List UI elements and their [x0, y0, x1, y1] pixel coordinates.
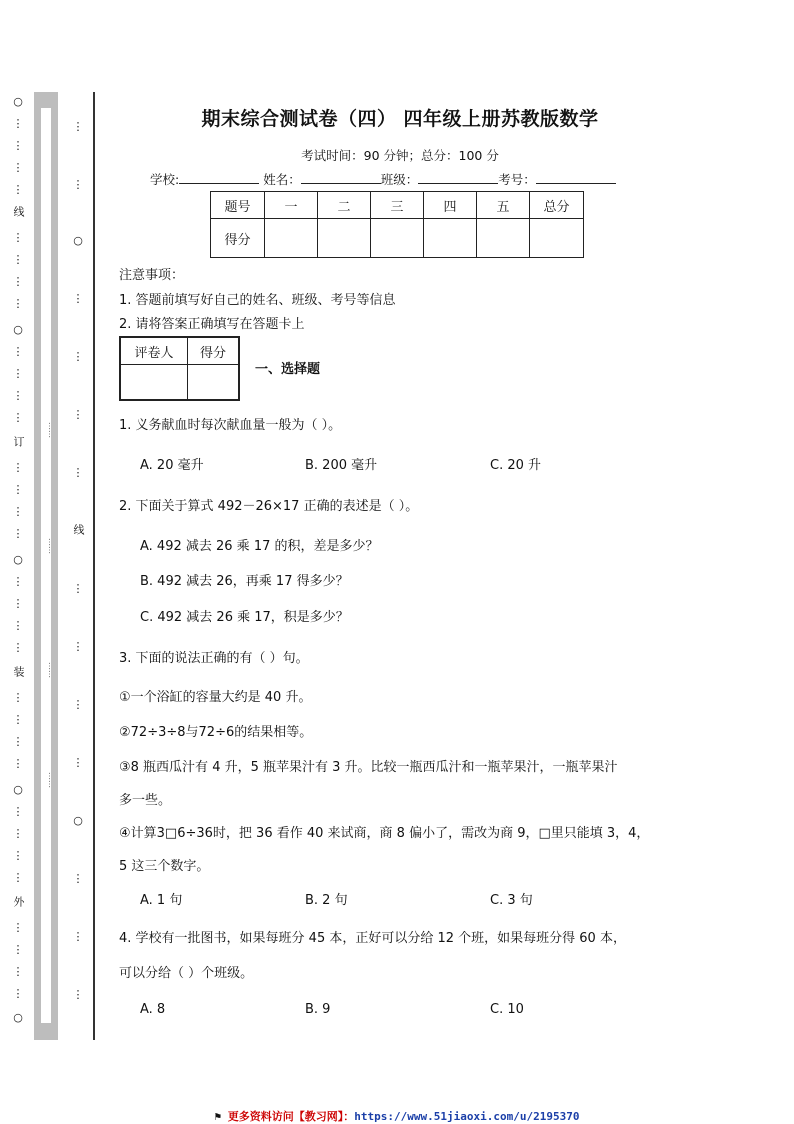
binding-tick: ⋯⋯	[45, 662, 54, 678]
margin-label-line: 线	[12, 206, 25, 217]
score-header-cell: 三	[371, 192, 424, 219]
circle-icon: ○	[13, 323, 23, 336]
q3-option-c[interactable]: C. 3 句	[490, 893, 533, 908]
score-table	[210, 191, 584, 258]
circle-icon: ○	[73, 234, 83, 247]
student-info-line	[150, 170, 616, 188]
dots-icon: ⋮	[12, 231, 24, 244]
school-field[interactable]	[179, 171, 259, 184]
score-cell[interactable]	[265, 219, 318, 258]
dots-icon: ⋮	[12, 183, 24, 196]
dots-icon: ⋮	[72, 408, 84, 421]
class-label: 班级：	[380, 172, 419, 187]
dots-icon: ⋮	[12, 735, 24, 748]
dots-icon: ⋮	[72, 350, 84, 363]
margin-label-line-inner: 线	[72, 524, 85, 535]
question-1: 1. 义务献血时每次献血量一般为（ ）。	[119, 418, 342, 433]
dots-icon: ⋮	[12, 505, 24, 518]
dots-icon: ⋮	[72, 930, 84, 943]
q3-statement: ③8 瓶西瓜汁有 4 升，5 瓶苹果汁有 3 升。比较一瓶西瓜汁和一瓶苹果汁，一瓶苹果汁	[119, 760, 618, 775]
number-field[interactable]	[536, 171, 616, 184]
footer-site: 【教习网】	[293, 1110, 344, 1123]
dots-icon: ⋮	[12, 871, 24, 884]
dots-icon: ⋮	[12, 641, 24, 654]
q3-statement: ①一个浴缸的容量大约是 40 升。	[119, 690, 312, 705]
dots-icon: ⋮	[12, 943, 24, 956]
grader-table	[119, 336, 240, 401]
footer-colon: ：	[343, 1110, 355, 1123]
dots-icon: ⋮	[72, 698, 84, 711]
dots-icon: ⋮	[12, 965, 24, 978]
grader-score-cell[interactable]	[188, 365, 240, 401]
circle-icon: ○	[13, 783, 23, 796]
circle-icon: ○	[13, 95, 23, 108]
q2-option-c[interactable]: C. 492 减去 26 乘 17，积是多少？	[140, 610, 349, 625]
q1-option-b[interactable]: B. 200 毫升	[305, 458, 378, 473]
dots-icon: ⋮	[72, 988, 84, 1001]
dots-icon: ⋮	[72, 872, 84, 885]
score-header-cell: 一	[265, 192, 318, 219]
dots-icon: ⋮	[72, 466, 84, 479]
dots-icon: ⋮	[12, 527, 24, 540]
score-row-label: 得分	[211, 219, 265, 258]
circle-icon: ○	[13, 553, 23, 566]
score-cell[interactable]	[318, 219, 371, 258]
question-2: 2. 下面关于算式 492－26×17 正确的表述是（ ）。	[119, 499, 419, 514]
dots-icon: ⋮	[72, 756, 84, 769]
q3-statement: 多一些。	[119, 793, 172, 808]
margin-label-bind: 装	[12, 666, 25, 677]
school-label: 学校:	[150, 172, 180, 187]
name-field[interactable]	[301, 171, 381, 184]
name-label: 姓名：	[263, 172, 301, 187]
exam-info: 考试时间：90 分钟；总分：100 分	[301, 148, 499, 163]
score-header-cell: 四	[424, 192, 477, 219]
q3-statement: ④计算3□6÷36时，把 36 看作 40 来试商，商 8 偏小了，需改为商 9，□里只能填 3，4，	[119, 826, 650, 841]
dots-icon: ⋮	[12, 411, 24, 424]
class-field[interactable]	[418, 171, 498, 184]
score-header-cell: 二	[318, 192, 371, 219]
circle-icon: ○	[13, 1011, 23, 1024]
dots-icon: ⋮	[12, 297, 24, 310]
dots-icon: ⋮	[12, 483, 24, 496]
grader-reviewer-cell[interactable]	[120, 365, 188, 401]
q3-option-a[interactable]: A. 1 句	[140, 893, 183, 908]
dots-icon: ⋮	[12, 117, 24, 130]
dots-icon: ⋮	[12, 805, 24, 818]
binding-tick: ⋯⋯	[45, 538, 54, 554]
q4-option-b[interactable]: B. 9	[305, 1002, 331, 1017]
footer-prefix: 更多资料访问	[227, 1110, 294, 1123]
score-header-cell: 总分	[530, 192, 584, 219]
dots-icon: ⋮	[12, 827, 24, 840]
margin-divider	[93, 92, 95, 1040]
dots-icon: ⋮	[12, 139, 24, 152]
dots-icon: ⋮	[72, 292, 84, 305]
note-item: 1. 答题前填写好自己的姓名、班级、考号等信息	[119, 293, 396, 308]
dots-icon: ⋮	[12, 619, 24, 632]
circle-icon: ○	[73, 814, 83, 827]
section-title: 一、选择题	[255, 362, 321, 377]
dots-icon: ⋮	[72, 582, 84, 595]
question-3: 3. 下面的说法正确的有（ ）句。	[119, 651, 309, 666]
grader-reviewer-label: 评卷人	[120, 337, 188, 365]
flag-icon: ⚑	[214, 1110, 222, 1123]
dots-icon: ⋮	[12, 345, 24, 358]
dots-icon: ⋮	[12, 849, 24, 862]
dots-icon: ⋮	[12, 253, 24, 266]
q2-option-b[interactable]: B. 492 减去 26，再乘 17 得多少？	[140, 574, 349, 589]
binding-margin-outer	[6, 92, 30, 1040]
dots-icon: ⋮	[72, 120, 84, 133]
dots-icon: ⋮	[12, 987, 24, 1000]
notes-heading: 注意事项：	[119, 268, 185, 283]
dots-icon: ⋮	[12, 597, 24, 610]
q1-option-a[interactable]: A. 20 毫升	[140, 458, 204, 473]
dots-icon: ⋮	[12, 461, 24, 474]
question-4: 4. 学校有一批图书，如果每班分 45 本，正好可以分给 12 个班，如果每班分得 60 本，	[119, 931, 626, 946]
footer-link[interactable]	[0, 1108, 794, 1124]
binding-strip	[34, 92, 58, 1040]
dots-icon: ⋮	[12, 575, 24, 588]
dots-icon: ⋮	[12, 367, 24, 380]
q3-statement: ②72÷3÷8与72÷6的结果相等。	[119, 725, 313, 740]
score-cell[interactable]	[477, 219, 530, 258]
dots-icon: ⋮	[72, 178, 84, 191]
footer-url[interactable]: https://www.51jiaoxi.com/u/2195370	[354, 1110, 580, 1123]
dots-icon: ⋮	[12, 921, 24, 934]
dots-icon: ⋮	[12, 691, 24, 704]
question-4-cont: 可以分给（ ）个班级。	[119, 966, 254, 981]
dots-icon: ⋮	[72, 640, 84, 653]
score-header-cell: 五	[477, 192, 530, 219]
score-cell[interactable]	[530, 219, 584, 258]
dots-icon: ⋮	[12, 757, 24, 770]
grader-score-label: 得分	[188, 337, 240, 365]
dots-icon: ⋮	[12, 389, 24, 402]
margin-label-outer: 外	[12, 896, 25, 907]
q3-option-b[interactable]: B. 2 句	[305, 893, 348, 908]
score-cell[interactable]	[424, 219, 477, 258]
q3-statement: 5 这三个数字。	[119, 859, 210, 874]
page-title: 期末综合测试卷（四） 四年级上册苏教版数学	[201, 108, 599, 130]
dots-icon: ⋮	[12, 713, 24, 726]
q2-option-a[interactable]: A. 492 减去 26 乘 17 的积，差是多少？	[140, 539, 379, 554]
margin-label-order: 订	[12, 436, 25, 447]
q4-option-a[interactable]: A. 8	[140, 1002, 166, 1017]
binding-tick: ⋯⋯	[45, 772, 54, 788]
binding-tick: ⋯⋯	[45, 422, 54, 438]
score-cell[interactable]	[371, 219, 424, 258]
dots-icon: ⋮	[12, 161, 24, 174]
q1-option-c[interactable]: C. 20 升	[490, 458, 542, 473]
score-header-cell: 题号	[211, 192, 265, 219]
q4-option-c[interactable]: C. 10	[490, 1002, 524, 1017]
note-item: 2. 请将答案正确填写在答题卡上	[119, 317, 305, 332]
dots-icon: ⋮	[12, 275, 24, 288]
number-label: 考号：	[498, 172, 536, 187]
